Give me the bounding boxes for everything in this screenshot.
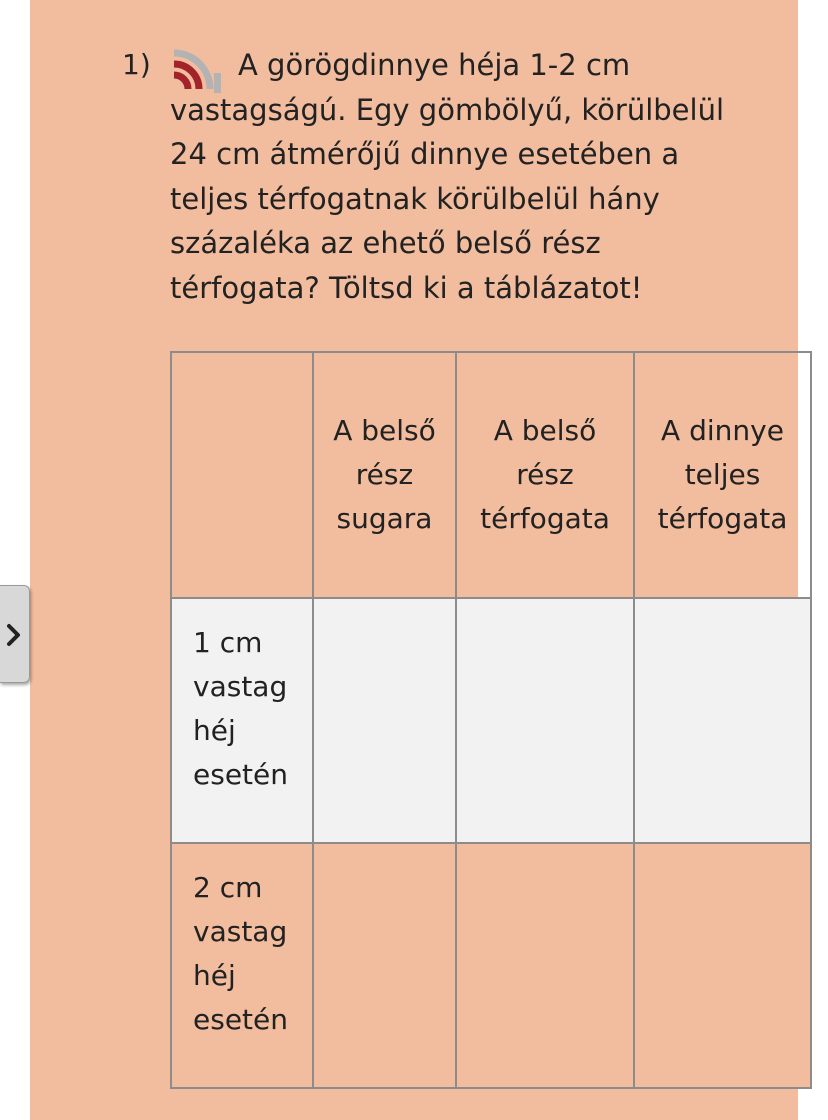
- answer-input[interactable]: [314, 599, 455, 842]
- table-header-row: [171, 352, 811, 598]
- side-panel-toggle[interactable]: [0, 585, 30, 683]
- answer-input[interactable]: [314, 844, 455, 1087]
- column-header-inner-volume: [456, 352, 634, 598]
- answer-input[interactable]: [457, 844, 633, 1087]
- answer-cell[interactable]: [456, 598, 634, 843]
- column-header-inner-radius: [313, 352, 456, 598]
- row-label: 2 cm vastag héj esetén: [171, 843, 313, 1088]
- answer-input[interactable]: [457, 599, 633, 842]
- column-header-label: A belső rész sugara: [333, 414, 436, 535]
- answer-input[interactable]: [635, 844, 810, 1087]
- answer-input[interactable]: [635, 599, 810, 842]
- answer-cell[interactable]: [456, 843, 634, 1088]
- column-header-total-volume: [634, 352, 811, 598]
- task-number: 1): [122, 48, 151, 81]
- chevron-right-icon: [6, 623, 22, 647]
- table-row: [171, 598, 811, 843]
- answer-cell[interactable]: [313, 598, 456, 843]
- answer-cell[interactable]: [634, 598, 811, 843]
- answer-table-viewport[interactable]: [170, 351, 788, 1091]
- task-question: A görögdinnye héja 1-2 cm vastagságú. Egy gömbölyű, körülbelül 24 cm átmérőjű dinnye esetében a teljes térfogatnak körülbelül hány százaléka az ehető belső rész térfogata? Töltsd ki a táblázatot!: [170, 48, 725, 305]
- answer-cell[interactable]: [634, 843, 811, 1088]
- column-header-label: A dinnye teljes térfogata: [657, 414, 788, 535]
- column-header-label: A belső rész térfogata: [480, 414, 610, 535]
- answer-cell[interactable]: [313, 843, 456, 1088]
- answer-table: [170, 351, 812, 1089]
- table-row: [171, 843, 811, 1088]
- row-label: 1 cm vastag héj esetén: [171, 598, 313, 843]
- table-corner-cell: [171, 352, 313, 598]
